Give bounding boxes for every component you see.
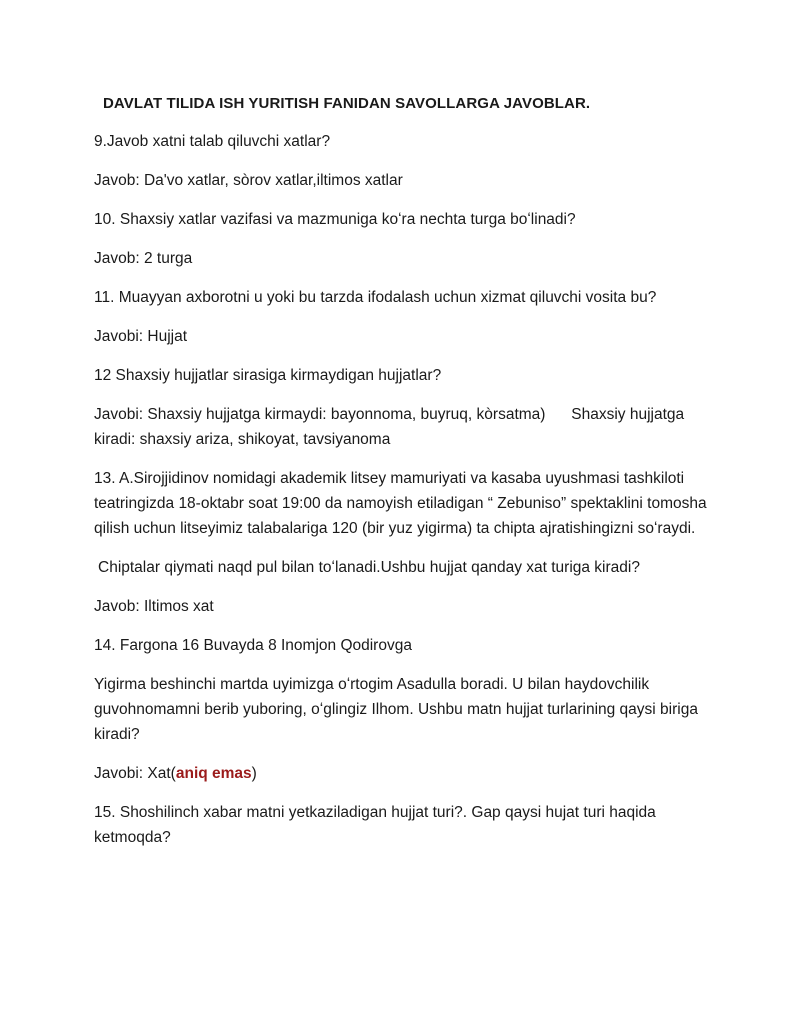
answer-14: [94, 761, 714, 786]
question-13-text: 13. A.Sirojjidinov nomidagi akademik litsey mamuriyati va kasaba uyushmasi tashkiloti teatringizda 18-oktabr soat 19:00 da namoyish etiladigan “ Zebuniso” spektaklini tomosha qilish uchun litseyimiz talabalariga 120 (bir yuz yigirma) ta chipta ajratishingizni soʻraydi.: [94, 470, 707, 537]
question-10: 10. Shaxsiy xatlar vazifasi va mazmuniga koʻra nechta turga boʻlinadi?: [94, 211, 576, 228]
question-13: Chiptalar qiymati naqd pul bilan toʻlanadi.Ushbu hujjat qanday xat turiga kiradi?: [98, 559, 640, 576]
answer-9: Javob: Da'vo xatlar, sòrov xatlar,iltimos xatlar: [94, 172, 403, 189]
question-14-address: 14. Fargona 16 Buvayda 8 Inomjon Qodirovga: [94, 637, 412, 654]
answer-14-prefix: Javobi: Xat(: [94, 765, 176, 782]
document-title: DAVLAT TILIDA ISH YURITISH FANIDAN SAVOLLARGA JAVOBLAR.: [103, 95, 591, 112]
question-9: 9.Javob xatni talab qiluvchi xatlar?: [94, 133, 331, 150]
answer-11: Javobi: Hujjat: [94, 328, 188, 345]
answer-10: Javob: 2 turga: [94, 250, 193, 267]
answer-12: Javobi: Shaxsiy hujjatga kirmaydi: bayonnoma, buyruq, kòrsatma) Shaxsiy hujjatga kiradi: shaxsiy ariza, shikoyat, tavsiyanoma: [94, 406, 689, 448]
answer-14-note: aniq emas: [175, 765, 252, 782]
document-body: [94, 95, 714, 864]
question-11: 11. Muayyan axborotni u yoki bu tarzda ifodalash uchun xizmat qiluvchi vosita bu?: [94, 289, 657, 306]
answer-13: Javob: Iltimos xat: [94, 598, 214, 615]
answer-14-suffix: ): [251, 765, 257, 782]
question-12: 12 Shaxsiy hujjatlar sirasiga kirmaydigan hujjatlar?: [94, 367, 442, 384]
question-14: Yigirma beshinchi martda uyimizga oʻrtogim Asadulla boradi. U bilan haydovchilik guvohnomamni berib yuboring, oʻglingiz Ilhom. Ushbu matn hujjat turlarining qaysi biriga kiradi?: [94, 676, 698, 743]
question-15: 15. Shoshilinch xabar matni yetkaziladigan hujjat turi?. Gap qaysi hujat turi haqida ketmoqda?: [94, 804, 656, 846]
